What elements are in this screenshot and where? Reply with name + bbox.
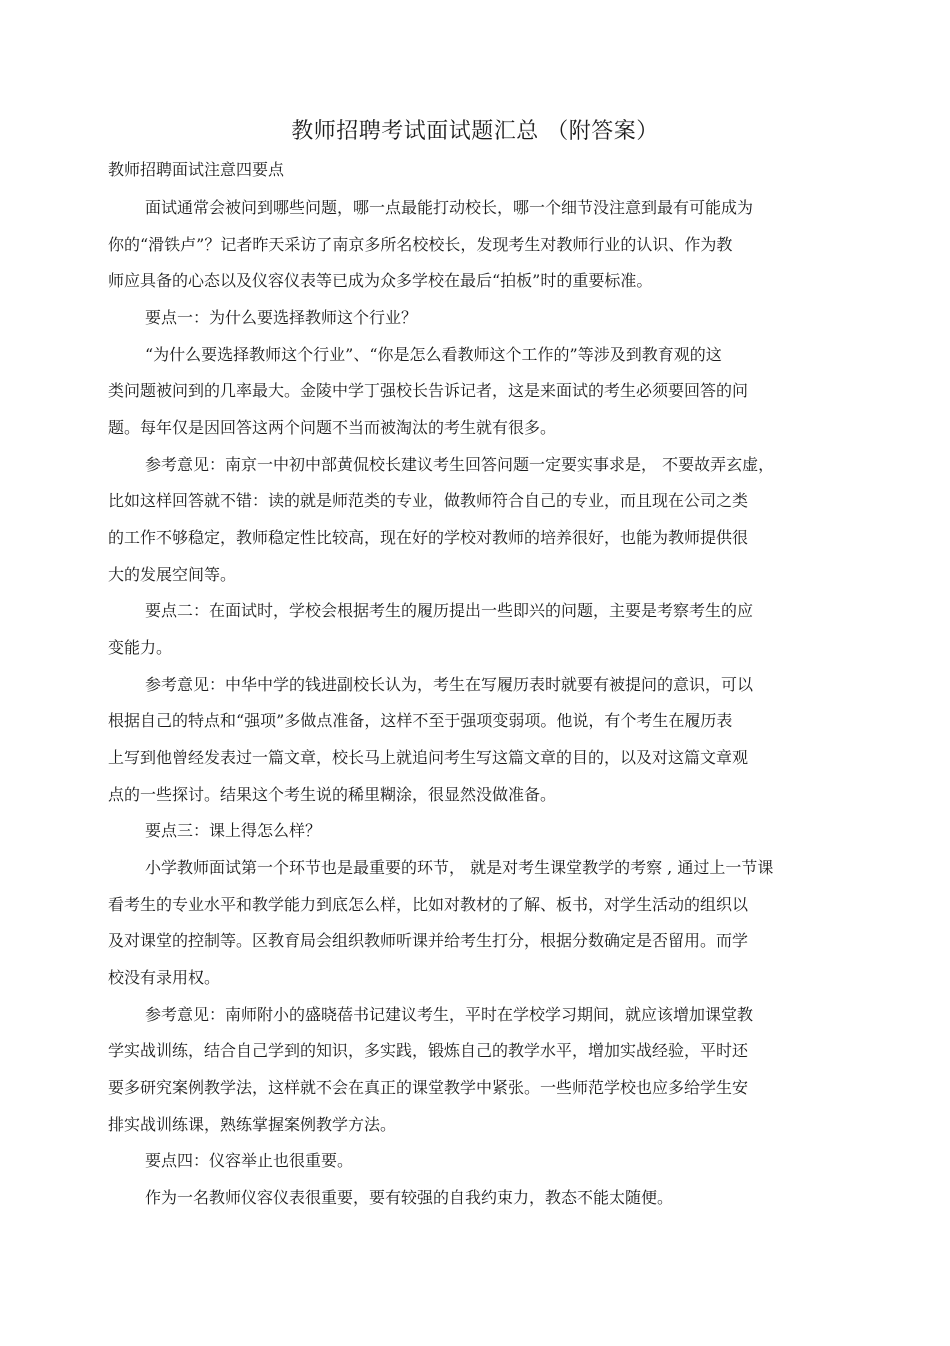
body-line: 要多研究案例教学法，这样就不会在真正的课堂教学中紧张。一些师范学校也应多给学生安 [108,1078,749,1097]
body-line: 参考意见：南师附小的盛晓蓓书记建议考生，平时在学校学习期间，就应该增加课堂教 [145,1005,754,1024]
body-line: 比如这样回答就不错：读的就是师范类的专业，做教师符合自己的专业，而且现在公司之类 [108,491,749,510]
body-line: 根据自己的特点和“强项”多做点准备，这样不至于强项变弱项。他说，有个考生在履历表 [108,711,733,730]
document-title: 教师招聘考试面试题汇总 （附答案） [291,119,659,144]
body-line: 大的发展空间等。 [108,565,237,584]
body-line: 及对课堂的控制等。区教育局会组织教师听课并给考生打分，根据分数确定是否留用。而学 [108,931,749,950]
body-line: 学实战训练，结合自己学到的知识，多实践，锻炼自己的教学水平，增加实战经验，平时还 [108,1041,749,1060]
body-line: 点的一些探讨。结果这个考生说的稀里糊涂，很显然没做准备。 [108,785,557,804]
section-heading: 要点三：课上得怎么样？ [145,821,322,840]
body-line: 变能力。 [108,638,173,657]
body-line: 题。每年仅是因回答这两个问题不当而被淘汰的考生就有很多。 [108,418,557,437]
body-line: 作为一名教师仪容仪表很重要，要有较强的自我约束力，教态不能太随便。 [145,1188,674,1207]
body-line: “为什么要选择教师这个行业”、“你是怎么看教师这个工作的”等涉及到教育观的这 [145,345,722,364]
body-line: 参考意见：中华中学的钱进副校长认为，考生在写履历表时就要有被提问的意识，可以 [145,675,754,694]
body-line: 你的“滑铁卢”？记者昨天采访了南京多所名校校长，发现考生对教师行业的认识、作为教 [108,235,733,254]
body-line: 的工作不够稳定，教师稳定性比较高，现在好的学校对教师的培养很好，也能为教师提供很 [108,528,749,547]
body-line: 参考意见：南京一中初中部黄侃校长建议考生回答问题一定要实事求是， 不要故弄玄虚， [145,455,775,474]
body-line: 小学教师面试第一个环节也是最重要的环节， 就是对考生课堂教学的考察 , 通过上一节课 [145,858,774,877]
body-line: 排实战训练课，熟练掌握案例教学方法。 [108,1115,397,1134]
body-line: 校没有录用权。 [108,968,221,987]
body-line: 师应具备的心态以及仪容仪表等已成为众多学校在最后“拍板”时的重要标准。 [108,271,653,290]
body-line: 上写到他曾经发表过一篇文章，校长马上就追问考生写这篇文章的目的，以及对这篇文章观 [108,748,749,767]
section-heading: 要点四：仪容举止也很重要。 [145,1151,354,1170]
document-subtitle: 教师招聘面试注意四要点 [108,160,285,179]
body-line: 面试通常会被问到哪些问题，哪一点最能打动校长，哪一个细节没注意到最有可能成为 [145,198,754,217]
section-heading: 要点一：为什么要选择教师这个行业？ [145,308,418,327]
section-heading: 要点二：在面试时，学校会根据考生的履历提出一些即兴的问题，主要是考察考生的应 [145,601,754,620]
body-line: 看考生的专业水平和教学能力到底怎么样，比如对教材的了解、板书，对学生活动的组织以 [108,895,749,914]
body-line: 类问题被问到的几率最大。金陵中学丁强校长告诉记者，这是来面试的考生必须要回答的问 [108,381,749,400]
